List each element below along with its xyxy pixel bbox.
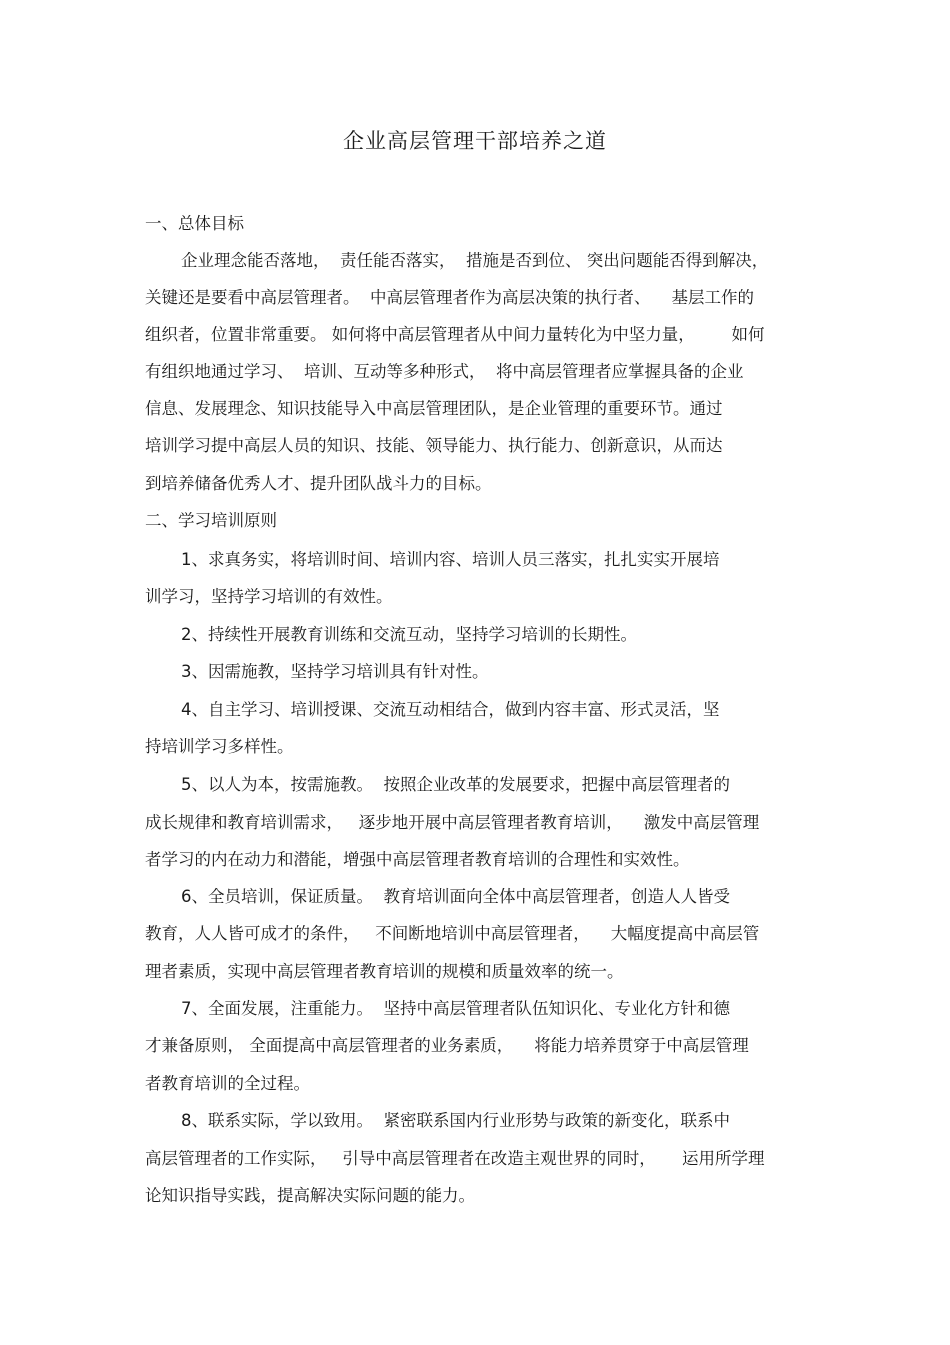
paragraph-line: 有组织地通过学习、 培训、互动等多种形式， 将中高层管理者应掌握具备的企业 (145, 362, 744, 381)
list-item-line: 教育，人人皆可成才的条件， 不间断地培训中高层管理者， 大幅度提高中高层管 (145, 924, 760, 943)
list-item-line: 7、全面发展，注重能力。 坚持中高层管理者队伍知识化、专业化方针和德 (181, 999, 730, 1018)
list-item-line: 成长规律和教育培训需求， 逐步地开展中高层管理者教育培训， 激发中高层管理 (145, 813, 760, 832)
list-item-line: 2、持续性开展教育训练和交流互动，坚持学习培训的长期性。 (181, 625, 637, 644)
paragraph-line: 培训学习提中高层人员的知识、技能、领导能力、执行能力、创新意识，从而达 (145, 436, 723, 455)
list-item-line: 4、自主学习、培训授课、交流互动相结合，做到内容丰富、形式灵活，坚 (181, 700, 720, 719)
list-item-line: 才兼备原则， 全面提高中高层管理者的业务素质， 将能力培养贯穿于中高层管理 (145, 1036, 749, 1055)
list-item-line: 1、求真务实，将培训时间、培训内容、培训人员三落实，扎扎实实开展培 (181, 550, 720, 569)
list-item-line: 训学习，坚持学习培训的有效性。 (145, 587, 393, 606)
paragraph-line: 到培养储备优秀人才、提升团队战斗力的目标。 (145, 474, 492, 493)
section-heading-1: 一、总体目标 (145, 214, 244, 233)
list-item-line: 8、联系实际，学以致用。 紧密联系国内行业形势与政策的新变化，联系中 (181, 1111, 730, 1130)
paragraph-line: 信息、发展理念、知识技能导入中高层管理团队，是企业管理的重要环节。通过 (145, 399, 723, 418)
list-item-line: 6、全员培训，保证质量。 教育培训面向全体中高层管理者，创造人人皆受 (181, 887, 730, 906)
page-title: 企业高层管理干部培养之道 (343, 129, 607, 153)
list-item-line: 持培训学习多样性。 (145, 737, 294, 756)
section-heading-2: 二、学习培训原则 (145, 511, 277, 530)
paragraph-line: 关键还是要看中高层管理者。 中高层管理者作为高层决策的执行者、 基层工作的 (145, 288, 754, 307)
paragraph-line: 企业理念能否落地， 责任能否落实， 措施是否到位、 突出问题能否得到解决， (181, 251, 769, 270)
list-item-line: 者教育培训的全过程。 (145, 1074, 310, 1093)
list-item-line: 3、因需施教，坚持学习培训具有针对性。 (181, 662, 489, 681)
list-item-line: 者学习的内在动力和潜能，增强中高层管理者教育培训的合理性和实效性。 (145, 850, 690, 869)
list-item-line: 论知识指导实践，提高解决实际问题的能力。 (145, 1186, 475, 1205)
list-item-line: 高层管理者的工作实际， 引导中高层管理者在改造主观世界的同时， 运用所学理 (145, 1149, 765, 1168)
paragraph-line: 组织者，位置非常重要。 如何将中高层管理者从中间力量转化为中坚力量， 如何 (145, 325, 765, 344)
list-item-line: 理者素质，实现中高层管理者教育培训的规模和质量效率的统一。 (145, 962, 624, 981)
list-item-line: 5、以人为本，按需施教。 按照企业改革的发展要求，把握中高层管理者的 (181, 775, 730, 794)
